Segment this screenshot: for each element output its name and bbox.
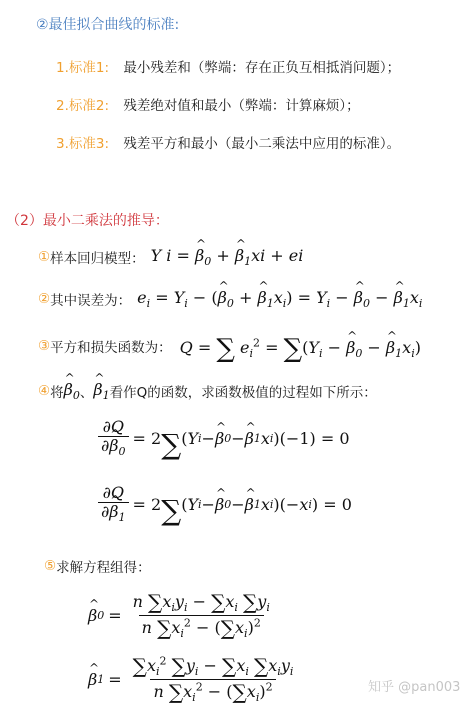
criterion-text: 残差绝对值和最小（弊端：计算麻烦）；: [123, 98, 360, 114]
step-2: [38, 288, 422, 310]
watermark: 知乎 @pan003: [368, 680, 461, 695]
section-heading: [36, 14, 179, 34]
regression-model-formula: Y i = ^ $\beta_0$ + ^ $\beta_1xi$ + ei: [151, 246, 304, 268]
beta1-symbol: ^ $\beta_1$: [93, 380, 109, 402]
error-formula: $e_i = Y_i$ − (^ $\beta_0$ + ^ $\beta_1x_i) = Y_i$ − ^ $\beta_0$ − ^ $\beta_1x_i$: [137, 288, 422, 310]
step-5: [44, 556, 151, 576]
step-number: ①: [38, 249, 51, 266]
circle-number: ②: [36, 17, 49, 33]
criterion-text: 最小残差和（弊端：存在正负互相抵消问题）；: [123, 60, 401, 76]
step-text: 求解方程组得：: [56, 560, 151, 576]
step-number: ⑤: [44, 558, 57, 574]
step-4: [38, 380, 377, 402]
step-text: 其中误差为：: [50, 293, 132, 310]
criterion-label: 2.标准2:: [56, 98, 110, 114]
section2-heading: （2）最小二乘法的推导：: [6, 213, 169, 229]
step-text-a: 将: [50, 385, 64, 402]
step-text-b: 、: [79, 385, 94, 402]
criterion-2: [56, 94, 360, 114]
step-number: ③: [38, 338, 51, 355]
beta1-solution: ^ β 1 = $\frac{\sum x_i^2 \sum y_i - \sum x_i \sum x_iy_i}{n \sum x_i^2 - (\sum x_i)^2}$: [88, 654, 300, 705]
step-3: [38, 332, 421, 364]
partial-derivative-beta0: $\frac{\partial Q}{\partial\^{} \beta_0}$ = 2 ∑ ( Y i − ^ β 0 − ^ β 1 x i )(−1) = 0: [94, 418, 350, 459]
criterion-label: 3.标准3:: [56, 136, 110, 152]
beta0-symbol: ^ $\beta_0$: [64, 380, 80, 402]
step-1: [38, 246, 303, 268]
partial-derivative-beta1: $\frac{\partial Q}{\partial\^{} \beta_1}$ = 2 ∑ ( Y i − ^ β 0 − ^ β 1 x i )(− x i ) = 0: [94, 484, 352, 525]
step-number: ④: [38, 383, 51, 400]
criterion-1: [56, 56, 400, 76]
heading-text: 最佳拟合曲线的标准:: [48, 17, 180, 33]
step-text: 平方和损失函数为：: [50, 340, 172, 357]
step-text: 样本回归模型：: [50, 251, 145, 268]
criterion-text: 残差平方和最小（最小二乘法中应用的标准）。: [123, 136, 401, 152]
beta0-solution: ^ β 0 = $\frac{n \sum x_iy_i - \sum x_i \sum y_i}{n \sum x_i^2 - (\sum x_i)^2}$: [88, 590, 277, 641]
step-text-c: 看作Q的函数，求函数极值的过程如下所示：: [109, 385, 377, 402]
loss-function-formula: Q = ∑ $e_i^2 = \sum(Y_i$ − ^ $\beta_0$ − ^ $\beta_1x_i$): [180, 332, 421, 360]
step-number: ②: [38, 291, 51, 308]
criterion-3: [56, 132, 400, 152]
criterion-label: 1.标准1:: [56, 60, 110, 76]
